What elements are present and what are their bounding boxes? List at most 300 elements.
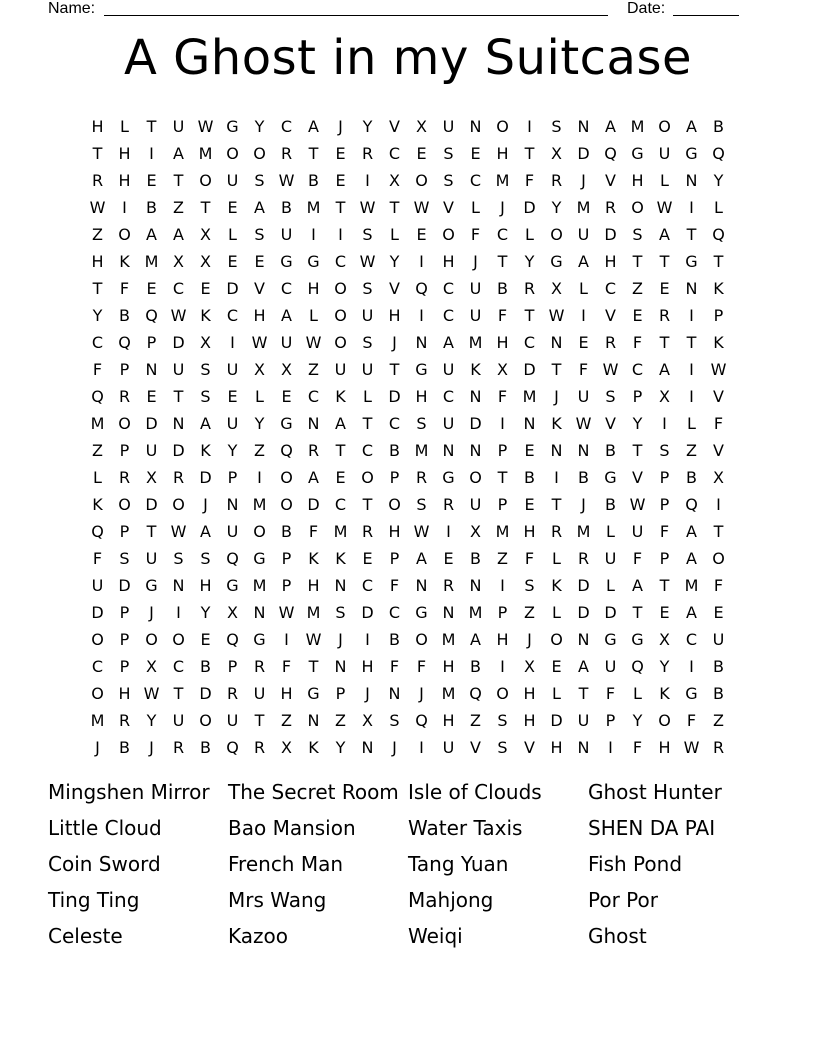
grid-letter[interactable]: O [118, 414, 131, 433]
grid-letter[interactable]: L [363, 387, 372, 406]
grid-letter[interactable]: X [551, 279, 562, 298]
grid-letter[interactable]: B [497, 279, 508, 298]
grid-letter[interactable]: E [551, 657, 562, 676]
grid-letter[interactable]: K [335, 549, 346, 568]
grid-letter[interactable]: T [308, 144, 319, 163]
grid-letter[interactable]: J [500, 198, 505, 217]
grid-letter[interactable]: A [686, 549, 697, 568]
grid-letter[interactable]: D [577, 144, 590, 163]
grid-letter[interactable]: W [602, 360, 619, 379]
grid-letter[interactable]: H [118, 171, 131, 190]
grid-letter[interactable]: R [604, 198, 617, 217]
grid-letter[interactable]: N [361, 738, 374, 757]
grid-letter[interactable]: U [226, 360, 239, 379]
grid-letter[interactable]: L [390, 225, 399, 244]
grid-letter[interactable]: P [119, 441, 130, 460]
grid-letter[interactable]: O [199, 171, 212, 190]
grid-letter[interactable]: F [632, 333, 643, 352]
grid-letter[interactable]: H [118, 684, 131, 703]
grid-letter[interactable]: M [576, 522, 591, 541]
grid-letter[interactable]: T [254, 711, 265, 730]
grid-letter[interactable]: N [550, 333, 563, 352]
grid-letter[interactable]: V [524, 738, 535, 757]
grid-letter[interactable]: T [389, 360, 400, 379]
grid-letter[interactable]: Y [389, 252, 400, 271]
grid-letter[interactable]: R [604, 333, 617, 352]
grid-letter[interactable]: W [251, 333, 268, 352]
grid-letter[interactable]: D [145, 414, 158, 433]
grid-letter[interactable]: Y [146, 711, 157, 730]
grid-letter[interactable]: F [470, 225, 481, 244]
grid-letter[interactable]: B [713, 117, 724, 136]
grid-letter[interactable]: S [443, 144, 454, 163]
grid-letter[interactable]: Y [200, 603, 211, 622]
grid-letter[interactable]: X [551, 144, 562, 163]
grid-letter[interactable]: H [91, 252, 104, 271]
grid-letter[interactable]: Z [308, 360, 319, 379]
grid-letter[interactable]: S [362, 225, 373, 244]
grid-letter[interactable]: I [230, 333, 235, 352]
grid-letter[interactable]: N [307, 414, 320, 433]
grid-letter[interactable]: Z [254, 441, 265, 460]
grid-letter[interactable]: O [91, 630, 104, 649]
grid-letter[interactable]: D [199, 684, 212, 703]
grid-letter[interactable]: E [659, 603, 670, 622]
grid-letter[interactable]: J [392, 738, 397, 757]
grid-letter[interactable]: T [335, 198, 346, 217]
grid-letter[interactable]: P [335, 684, 346, 703]
grid-letter[interactable]: W [683, 738, 700, 757]
grid-letter[interactable]: J [149, 603, 154, 622]
grid-letter[interactable]: B [119, 306, 130, 325]
grid-letter[interactable]: N [577, 738, 590, 757]
grid-letter[interactable]: O [145, 630, 158, 649]
grid-letter[interactable]: O [415, 171, 428, 190]
grid-letter[interactable]: I [689, 387, 694, 406]
grid-letter[interactable]: O [280, 468, 293, 487]
grid-letter[interactable]: J [581, 171, 586, 190]
grid-letter[interactable]: T [173, 171, 184, 190]
grid-letter[interactable]: X [281, 360, 292, 379]
grid-letter[interactable]: P [389, 549, 400, 568]
grid-letter[interactable]: D [226, 279, 239, 298]
grid-letter[interactable]: N [334, 657, 347, 676]
grid-letter[interactable]: F [92, 549, 103, 568]
grid-letter[interactable]: C [523, 333, 536, 352]
grid-letter[interactable]: W [629, 495, 646, 514]
grid-letter[interactable]: K [335, 387, 346, 406]
grid-letter[interactable]: H [523, 522, 536, 541]
grid-letter[interactable]: M [441, 684, 456, 703]
grid-letter[interactable]: I [122, 198, 127, 217]
grid-letter[interactable]: C [442, 387, 455, 406]
grid-letter[interactable]: M [522, 387, 537, 406]
grid-letter[interactable]: F [605, 684, 616, 703]
grid-letter[interactable]: U [145, 441, 158, 460]
grid-letter[interactable]: O [415, 630, 428, 649]
grid-letter[interactable]: S [524, 576, 535, 595]
grid-letter[interactable]: X [470, 522, 481, 541]
grid-letter[interactable]: A [659, 360, 670, 379]
grid-letter[interactable]: T [173, 684, 184, 703]
grid-letter[interactable]: N [226, 495, 239, 514]
grid-letter[interactable]: G [226, 117, 239, 136]
grid-letter[interactable]: D [604, 225, 617, 244]
grid-letter[interactable]: D [550, 711, 563, 730]
grid-letter[interactable]: T [713, 252, 724, 271]
grid-letter[interactable]: D [145, 495, 158, 514]
grid-letter[interactable]: T [659, 252, 670, 271]
grid-letter[interactable]: N [145, 360, 158, 379]
grid-letter[interactable]: I [689, 360, 694, 379]
grid-letter[interactable]: X [524, 657, 535, 676]
grid-letter[interactable]: I [689, 198, 694, 217]
grid-letter[interactable]: I [581, 306, 586, 325]
grid-letter[interactable]: J [473, 252, 478, 271]
grid-letter[interactable]: L [309, 306, 318, 325]
grid-letter[interactable]: D [199, 468, 212, 487]
grid-letter[interactable]: F [497, 306, 508, 325]
grid-letter[interactable]: N [469, 576, 482, 595]
grid-letter[interactable]: T [362, 495, 373, 514]
grid-letter[interactable]: A [578, 657, 589, 676]
grid-letter[interactable]: P [119, 630, 130, 649]
grid-letter[interactable]: H [361, 657, 374, 676]
grid-letter[interactable]: H [280, 684, 293, 703]
grid-letter[interactable]: C [685, 630, 698, 649]
grid-letter[interactable]: C [280, 279, 293, 298]
grid-letter[interactable]: Q [604, 144, 617, 163]
grid-letter[interactable]: O [199, 711, 212, 730]
grid-letter[interactable]: U [361, 306, 374, 325]
grid-letter[interactable]: A [443, 333, 454, 352]
grid-letter[interactable]: S [497, 711, 508, 730]
grid-letter[interactable]: W [89, 198, 106, 217]
grid-letter[interactable]: U [631, 522, 644, 541]
grid-letter[interactable]: T [686, 225, 697, 244]
grid-letter[interactable]: N [577, 117, 590, 136]
grid-letter[interactable]: K [470, 360, 481, 379]
grid-letter[interactable]: C [388, 603, 401, 622]
grid-letter[interactable]: L [228, 225, 237, 244]
grid-letter[interactable]: S [551, 117, 562, 136]
grid-letter[interactable]: U [442, 360, 455, 379]
grid-letter[interactable]: X [659, 387, 670, 406]
grid-letter[interactable]: N [577, 441, 590, 460]
grid-letter[interactable]: Q [226, 738, 239, 757]
grid-letter[interactable]: O [658, 711, 671, 730]
grid-letter[interactable]: W [170, 522, 187, 541]
grid-letter[interactable]: O [550, 630, 563, 649]
grid-letter[interactable]: E [443, 549, 454, 568]
grid-letter[interactable]: Q [91, 387, 104, 406]
grid-letter[interactable]: L [120, 117, 129, 136]
grid-letter[interactable]: G [631, 630, 644, 649]
grid-letter[interactable]: P [659, 468, 670, 487]
grid-letter[interactable]: W [197, 117, 214, 136]
grid-letter[interactable]: S [632, 225, 643, 244]
grid-letter[interactable]: H [388, 522, 401, 541]
grid-letter[interactable]: E [200, 630, 211, 649]
grid-letter[interactable]: N [388, 684, 401, 703]
grid-letter[interactable]: B [200, 738, 211, 757]
grid-letter[interactable]: T [146, 522, 157, 541]
grid-letter[interactable]: H [631, 171, 644, 190]
grid-letter[interactable]: G [145, 576, 158, 595]
grid-letter[interactable]: A [659, 225, 670, 244]
grid-letter[interactable]: T [146, 117, 157, 136]
grid-letter[interactable]: F [281, 657, 292, 676]
grid-letter[interactable]: B [713, 684, 724, 703]
grid-letter[interactable]: M [90, 414, 105, 433]
grid-letter[interactable]: C [280, 117, 293, 136]
grid-letter[interactable]: C [361, 441, 374, 460]
grid-letter[interactable]: R [172, 738, 185, 757]
grid-letter[interactable]: P [119, 657, 130, 676]
grid-letter[interactable]: Q [631, 657, 644, 676]
grid-letter[interactable]: Q [685, 495, 698, 514]
grid-letter[interactable]: U [577, 387, 590, 406]
grid-letter[interactable]: N [415, 576, 428, 595]
grid-letter[interactable]: Z [92, 441, 103, 460]
grid-letter[interactable]: F [713, 414, 724, 433]
grid-letter[interactable]: N [523, 414, 536, 433]
grid-letter[interactable]: W [143, 684, 160, 703]
grid-letter[interactable]: I [716, 495, 721, 514]
grid-letter[interactable]: O [550, 225, 563, 244]
grid-letter[interactable]: L [606, 522, 615, 541]
grid-letter[interactable]: U [442, 738, 455, 757]
grid-letter[interactable]: S [119, 549, 130, 568]
grid-letter[interactable]: A [416, 549, 427, 568]
grid-letter[interactable]: R [118, 468, 131, 487]
grid-letter[interactable]: Q [712, 144, 725, 163]
grid-letter[interactable]: N [469, 387, 482, 406]
grid-letter[interactable]: O [226, 144, 239, 163]
grid-letter[interactable]: I [365, 630, 370, 649]
grid-letter[interactable]: B [470, 657, 481, 676]
grid-letter[interactable]: I [365, 171, 370, 190]
grid-letter[interactable]: N [577, 630, 590, 649]
grid-letter[interactable]: W [278, 171, 295, 190]
grid-letter[interactable]: E [713, 603, 724, 622]
grid-letter[interactable]: C [172, 657, 185, 676]
grid-letter[interactable]: G [280, 414, 293, 433]
grid-letter[interactable]: E [524, 495, 535, 514]
grid-letter[interactable]: O [172, 495, 185, 514]
grid-letter[interactable]: F [119, 279, 130, 298]
grid-letter[interactable]: T [524, 306, 535, 325]
grid-letter[interactable]: T [524, 144, 535, 163]
grid-letter[interactable]: E [281, 387, 292, 406]
grid-letter[interactable]: V [605, 171, 616, 190]
grid-letter[interactable]: A [308, 468, 319, 487]
grid-letter[interactable]: I [689, 306, 694, 325]
grid-letter[interactable]: V [389, 117, 400, 136]
grid-letter[interactable]: W [305, 630, 322, 649]
grid-letter[interactable]: O [334, 333, 347, 352]
grid-letter[interactable]: G [631, 144, 644, 163]
grid-letter[interactable]: C [388, 144, 401, 163]
grid-letter[interactable]: N [172, 414, 185, 433]
grid-letter[interactable]: J [527, 630, 532, 649]
grid-letter[interactable]: G [253, 630, 266, 649]
grid-letter[interactable]: B [470, 549, 481, 568]
grid-letter[interactable]: M [468, 603, 483, 622]
grid-letter[interactable]: W [413, 522, 430, 541]
grid-letter[interactable]: W [359, 252, 376, 271]
grid-letter[interactable]: U [469, 306, 482, 325]
grid-letter[interactable]: M [252, 495, 267, 514]
grid-letter[interactable]: X [389, 171, 400, 190]
grid-letter[interactable]: O [496, 117, 509, 136]
grid-letter[interactable]: D [523, 360, 536, 379]
grid-letter[interactable]: A [200, 414, 211, 433]
grid-letter[interactable]: X [416, 117, 427, 136]
grid-letter[interactable]: R [361, 144, 374, 163]
grid-letter[interactable]: Q [415, 279, 428, 298]
grid-letter[interactable]: B [713, 657, 724, 676]
grid-letter[interactable]: W [710, 360, 727, 379]
grid-letter[interactable]: E [416, 225, 427, 244]
grid-letter[interactable]: R [712, 738, 725, 757]
grid-letter[interactable]: T [659, 576, 670, 595]
grid-letter[interactable]: I [176, 603, 181, 622]
grid-letter[interactable]: V [632, 468, 643, 487]
grid-letter[interactable]: L [255, 387, 264, 406]
grid-letter[interactable]: F [524, 171, 535, 190]
grid-letter[interactable]: E [227, 198, 238, 217]
grid-letter[interactable]: H [658, 738, 671, 757]
grid-letter[interactable]: R [253, 657, 266, 676]
grid-letter[interactable]: B [686, 468, 697, 487]
grid-letter[interactable]: A [281, 306, 292, 325]
grid-letter[interactable]: L [525, 225, 534, 244]
grid-letter[interactable]: Q [145, 306, 158, 325]
grid-letter[interactable]: T [92, 144, 103, 163]
grid-letter[interactable]: P [227, 657, 238, 676]
grid-letter[interactable]: Y [524, 252, 535, 271]
grid-letter[interactable]: V [254, 279, 265, 298]
grid-letter[interactable]: J [338, 117, 343, 136]
grid-letter[interactable]: R [577, 549, 590, 568]
grid-letter[interactable]: L [552, 684, 561, 703]
grid-letter[interactable]: E [254, 252, 265, 271]
grid-letter[interactable]: X [362, 711, 373, 730]
grid-letter[interactable]: X [173, 252, 184, 271]
grid-letter[interactable]: K [713, 279, 724, 298]
grid-letter[interactable]: O [118, 225, 131, 244]
grid-letter[interactable]: O [334, 279, 347, 298]
grid-letter[interactable]: F [686, 711, 697, 730]
grid-letter[interactable]: T [632, 603, 643, 622]
grid-letter[interactable]: D [361, 603, 374, 622]
grid-letter[interactable]: D [118, 576, 131, 595]
grid-letter[interactable]: Y [254, 414, 265, 433]
grid-letter[interactable]: S [254, 171, 265, 190]
grid-letter[interactable]: R [280, 144, 293, 163]
grid-letter[interactable]: E [146, 171, 157, 190]
grid-letter[interactable]: Q [226, 549, 239, 568]
grid-letter[interactable]: G [604, 630, 617, 649]
grid-letter[interactable]: E [524, 441, 535, 460]
grid-letter[interactable]: U [172, 360, 185, 379]
grid-letter[interactable]: L [660, 171, 669, 190]
grid-letter[interactable]: B [605, 441, 616, 460]
grid-letter[interactable]: P [227, 468, 238, 487]
grid-letter[interactable]: B [119, 738, 130, 757]
grid-letter[interactable]: C [334, 252, 347, 271]
grid-letter[interactable]: K [713, 333, 724, 352]
grid-letter[interactable]: H [307, 279, 320, 298]
grid-letter[interactable]: N [334, 576, 347, 595]
grid-letter[interactable]: W [575, 414, 592, 433]
grid-letter[interactable]: O [334, 306, 347, 325]
grid-letter[interactable]: R [415, 468, 428, 487]
grid-letter[interactable]: T [551, 360, 562, 379]
grid-letter[interactable]: I [608, 738, 613, 757]
grid-letter[interactable]: X [146, 468, 157, 487]
grid-letter[interactable]: O [442, 225, 455, 244]
grid-letter[interactable]: E [416, 144, 427, 163]
grid-letter[interactable]: O [172, 630, 185, 649]
grid-letter[interactable]: N [442, 441, 455, 460]
grid-letter[interactable]: E [578, 333, 589, 352]
grid-letter[interactable]: T [92, 279, 103, 298]
grid-letter[interactable]: C [496, 225, 509, 244]
grid-letter[interactable]: U [361, 360, 374, 379]
grid-letter[interactable]: S [362, 279, 373, 298]
grid-letter[interactable]: U [442, 414, 455, 433]
grid-letter[interactable]: R [226, 684, 239, 703]
grid-letter[interactable]: P [146, 333, 157, 352]
grid-letter[interactable]: I [338, 225, 343, 244]
grid-letter[interactable]: I [446, 522, 451, 541]
grid-letter[interactable]: G [280, 252, 293, 271]
grid-letter[interactable]: L [579, 279, 588, 298]
name-line[interactable] [104, 15, 608, 16]
grid-letter[interactable]: E [146, 279, 157, 298]
grid-letter[interactable]: F [578, 360, 589, 379]
grid-letter[interactable]: I [419, 738, 424, 757]
grid-letter[interactable]: E [146, 387, 157, 406]
grid-letter[interactable]: G [442, 468, 455, 487]
grid-letter[interactable]: Y [551, 198, 562, 217]
grid-letter[interactable]: N [253, 603, 266, 622]
grid-letter[interactable]: C [334, 495, 347, 514]
grid-letter[interactable]: K [659, 684, 670, 703]
grid-letter[interactable]: R [172, 468, 185, 487]
grid-letter[interactable]: N [469, 441, 482, 460]
grid-letter[interactable]: M [252, 576, 267, 595]
grid-letter[interactable]: K [119, 252, 130, 271]
grid-letter[interactable]: B [281, 198, 292, 217]
grid-letter[interactable]: M [306, 198, 321, 217]
grid-letter[interactable]: A [686, 117, 697, 136]
grid-letter[interactable]: E [227, 252, 238, 271]
grid-letter[interactable]: L [714, 198, 723, 217]
grid-letter[interactable]: D [172, 441, 185, 460]
grid-letter[interactable]: S [416, 495, 427, 514]
grid-letter[interactable]: U [226, 171, 239, 190]
grid-letter[interactable]: J [581, 495, 586, 514]
grid-letter[interactable]: P [497, 441, 508, 460]
grid-letter[interactable]: O [118, 495, 131, 514]
grid-letter[interactable]: G [604, 468, 617, 487]
grid-letter[interactable]: R [118, 387, 131, 406]
grid-letter[interactable]: U [469, 279, 482, 298]
grid-letter[interactable]: U [469, 495, 482, 514]
